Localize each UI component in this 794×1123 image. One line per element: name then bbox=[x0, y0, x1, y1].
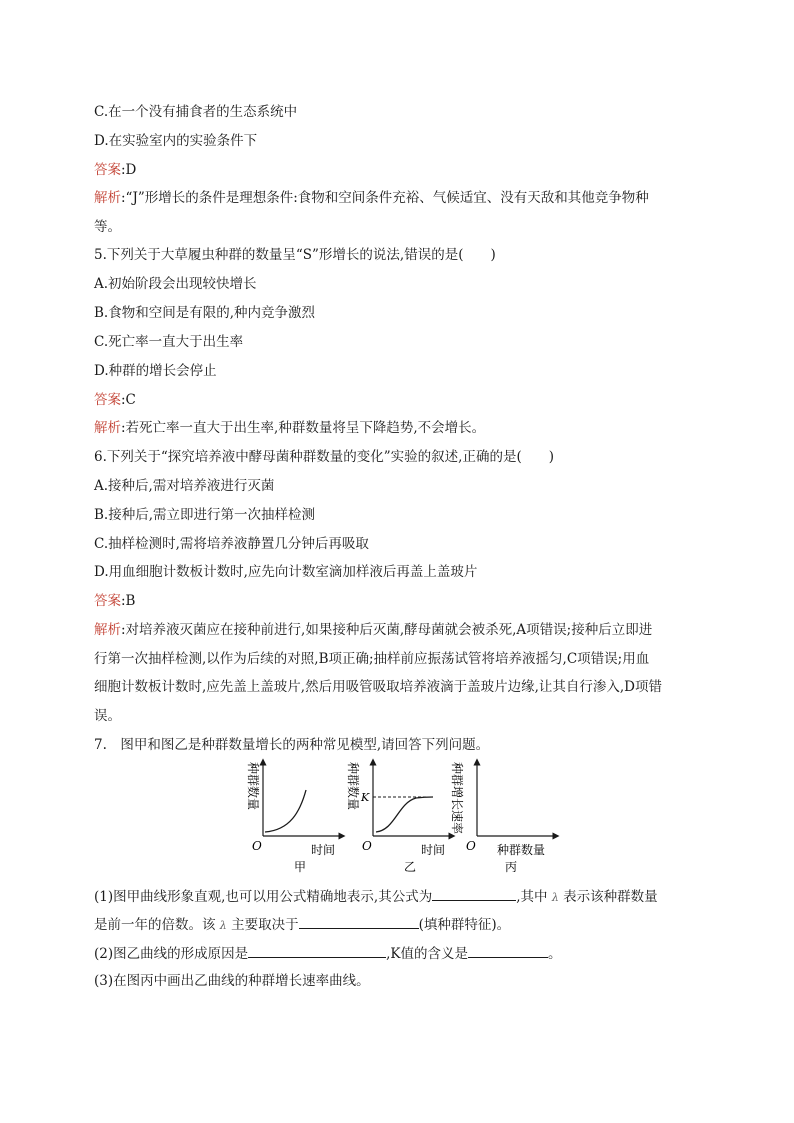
lambda-symbol: λ bbox=[219, 919, 227, 932]
bing-ylabel: 种群增长速率 bbox=[450, 762, 464, 835]
explanation-6-line3: 细胞计数板计数时,应先盖上盖玻片,然后用吸管吸取培养液滴于盖玻片边缘,让其自行渗入,D项错 bbox=[94, 679, 662, 695]
q6-option-a: A.接种后,需对培养液进行灭菌 bbox=[94, 478, 275, 494]
bing-xlabel: 种群数量 bbox=[497, 843, 546, 857]
explanation-text: :对培养液灭菌应在接种前进行,如果接种后灭菌,酵母菌就会被杀死,A项错误;接种后立即进 bbox=[121, 622, 653, 638]
option-d: D.在实验室内的实验条件下 bbox=[94, 133, 258, 149]
answer-label: 答案 bbox=[94, 392, 121, 408]
answer-label: 答案 bbox=[94, 593, 121, 609]
lambda-symbol: λ bbox=[551, 891, 559, 904]
yi-caption: 乙 bbox=[404, 860, 417, 874]
q5-option-a: A.初始阶段会出现较快增长 bbox=[94, 276, 257, 292]
q6-option-c: C.抽样检测时,需将培养液静置几分钟后再吸取 bbox=[94, 536, 369, 552]
q7-part2-text-a: (2)图乙曲线的形成原因是 bbox=[94, 946, 249, 962]
figure-yi bbox=[346, 762, 452, 874]
yi-xlabel: 时间 bbox=[421, 843, 446, 857]
explanation-6-line4: 误。 bbox=[94, 708, 121, 724]
q7-part2 bbox=[94, 943, 562, 963]
q7-part1-text-a: (1)图甲曲线形象直观,也可以用公式精确地表示,其公式为 bbox=[94, 889, 433, 905]
q5-option-c: C.死亡率一直大于出生率 bbox=[94, 334, 244, 350]
question-5: 5.下列关于大草履虫种群的数量呈“S”形增长的说法,错误的是( ) bbox=[94, 247, 496, 263]
q6-option-b: B.接种后,需立即进行第一次抽样检测 bbox=[94, 507, 316, 523]
answer-label: 答案 bbox=[94, 162, 121, 178]
yi-k-label: K bbox=[361, 791, 370, 804]
q5-option-b: B.食物和空间是有限的,种内竞争激烈 bbox=[94, 305, 316, 321]
q7-part1-text-c: 表示该种群数量 bbox=[563, 889, 658, 905]
q7-part1-text-b: ,其中 bbox=[516, 889, 548, 905]
jia-curve bbox=[265, 790, 306, 832]
question-7: 7. 图甲和图乙是种群数量增长的两种常见模型,请回答下列问题。 bbox=[94, 737, 490, 753]
explanation-label: 解析 bbox=[94, 190, 121, 206]
yi-curve bbox=[376, 797, 433, 832]
explanation-6-line2: 行第一次抽样检测,以作为后续的对照,B项正确;抽样前应振荡试管将培养液摇匀,C项错误;用血 bbox=[94, 651, 650, 667]
figure-jia bbox=[246, 762, 342, 874]
q7-part1-line2 bbox=[94, 914, 510, 935]
explanation-text: :若死亡率一直大于出生率,种群数量将呈下降趋势,不会增长。 bbox=[121, 420, 486, 436]
answer-value: :B bbox=[121, 593, 136, 609]
yi-ylabel: 种群数量 bbox=[346, 762, 360, 811]
formula-blank[interactable] bbox=[432, 886, 516, 901]
q7-part1-line1 bbox=[94, 886, 658, 907]
question-6: 6.下列关于“探究培养液中酵母菌种群数量的变化”实验的叙述,正确的是( ) bbox=[94, 449, 555, 465]
jia-origin: O bbox=[252, 839, 262, 853]
jia-caption: 甲 bbox=[294, 860, 307, 874]
explanation-4-cont: 等。 bbox=[94, 219, 121, 235]
explanation-text: :“J”形增长的条件是理想条件:食物和空间条件充裕、气候适宜、没有天敌和其他竞争物种 bbox=[121, 190, 649, 206]
answer-value: :D bbox=[121, 162, 137, 178]
yi-origin: O bbox=[362, 839, 372, 853]
explanation-label: 解析 bbox=[94, 420, 121, 436]
q5-option-d: D.种群的增长会停止 bbox=[94, 363, 217, 379]
bing-caption: 丙 bbox=[505, 860, 518, 874]
bing-origin: O bbox=[466, 839, 476, 853]
k-meaning-blank[interactable] bbox=[468, 943, 548, 958]
q7-part2-text-b: ,K值的含义是 bbox=[386, 946, 469, 962]
answer-value: :C bbox=[121, 392, 136, 408]
population-feature-blank[interactable] bbox=[299, 914, 419, 929]
q7-part2-text-c: 。 bbox=[548, 946, 562, 962]
q7-part1-text-d: 是前一年的倍数。该 bbox=[94, 917, 216, 933]
q7-part3: (3)在图丙中画出乙曲线的种群增长速率曲线。 bbox=[94, 973, 370, 989]
q7-part1-text-e: 主要取决于 bbox=[231, 917, 299, 933]
jia-ylabel: 种群数量 bbox=[246, 762, 260, 811]
option-c: C.在一个没有捕食者的生态系统中 bbox=[94, 104, 298, 120]
reason-blank[interactable] bbox=[248, 943, 386, 958]
q7-part1-text-f: (填种群特征)。 bbox=[418, 917, 511, 933]
figure-bing bbox=[450, 762, 556, 874]
q6-option-d: D.用血细胞计数板计数时,应先向计数室滴加样液后再盖上盖玻片 bbox=[94, 564, 478, 580]
explanation-label: 解析 bbox=[94, 622, 121, 638]
jia-xlabel: 时间 bbox=[311, 843, 336, 857]
